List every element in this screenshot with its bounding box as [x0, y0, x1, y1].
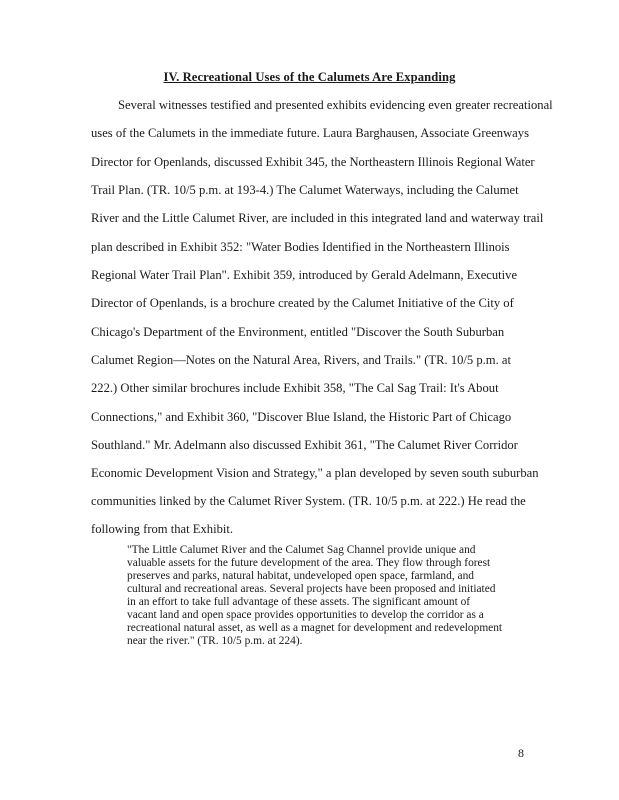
quote-line: near the river." (TR. 10/5 p.m. at 224).	[127, 635, 303, 647]
body-line: plan described in Exhibit 352: "Water Bodies Identified in the Northeastern Illinois	[91, 240, 510, 254]
quote-line: vacant land and open space provides opportunities to develop the corridor as a	[127, 609, 484, 621]
body-line: River and the Little Calumet River, are included in this integrated land and waterway trail	[91, 211, 544, 225]
body-line: Director of Openlands, is a brochure created by the Calumet Initiative of the City of	[91, 296, 514, 310]
body-line: Regional Water Trail Plan". Exhibit 359, introduced by Gerald Adelmann, Executive	[91, 268, 518, 282]
body-line: following from that Exhibit.	[91, 522, 234, 536]
body-line: uses of the Calumets in the immediate future. Laura Barghausen, Associate Greenways	[91, 126, 529, 140]
body-line: Southland." Mr. Adelmann also discussed Exhibit 361, "The Calumet River Corridor	[91, 438, 518, 452]
body-line: Trail Plan. (TR. 10/5 p.m. at 193-4.) The Calumet Waterways, including the Calumet	[91, 183, 519, 197]
body-line: Calumet Region—Notes on the Natural Area, Rivers, and Trails." (TR. 10/5 p.m. at	[91, 353, 511, 367]
body-line: Director for Openlands, discussed Exhibit 345, the Northeastern Illinois Regional Water	[91, 155, 535, 169]
body-line: 222.) Other similar brochures include Exhibit 358, "The Cal Sag Trail: It's About	[91, 381, 499, 395]
body-line: Chicago's Department of the Environment, entitled "Discover the South Suburban	[91, 325, 505, 339]
quote-line: in an effort to take full advantage of these assets. The significant amount of	[127, 596, 471, 608]
quote-line: valuable assets for the future development of the area. They flow through forest	[127, 557, 491, 569]
quote-line: cultural and recreational areas. Several projects have been proposed and initiated	[127, 583, 496, 595]
body-line: communities linked by the Calumet River System. (TR. 10/5 p.m. at 222.) He read the	[91, 494, 526, 508]
quote-line: "The Little Calumet River and the Calumet Sag Channel provide unique and	[127, 544, 476, 556]
section-heading: IV. Recreational Uses of the Calumets Are Expanding	[163, 70, 456, 84]
quote-line: preserves and parks, natural habitat, undeveloped open space, farmland, and	[127, 570, 474, 582]
page-number: 8	[518, 746, 524, 760]
body-line: Connections," and Exhibit 360, "Discover Blue Island, the Historic Part of Chicago	[91, 410, 512, 424]
body-line: Economic Development Vision and Strategy," a plan developed by seven south suburban	[91, 466, 539, 480]
body-line: Several witnesses testified and presented exhibits evidencing even greater recreational	[118, 98, 553, 112]
quote-line: recreational natural asset, as well as a magnet for development and redevelopment	[127, 622, 503, 634]
